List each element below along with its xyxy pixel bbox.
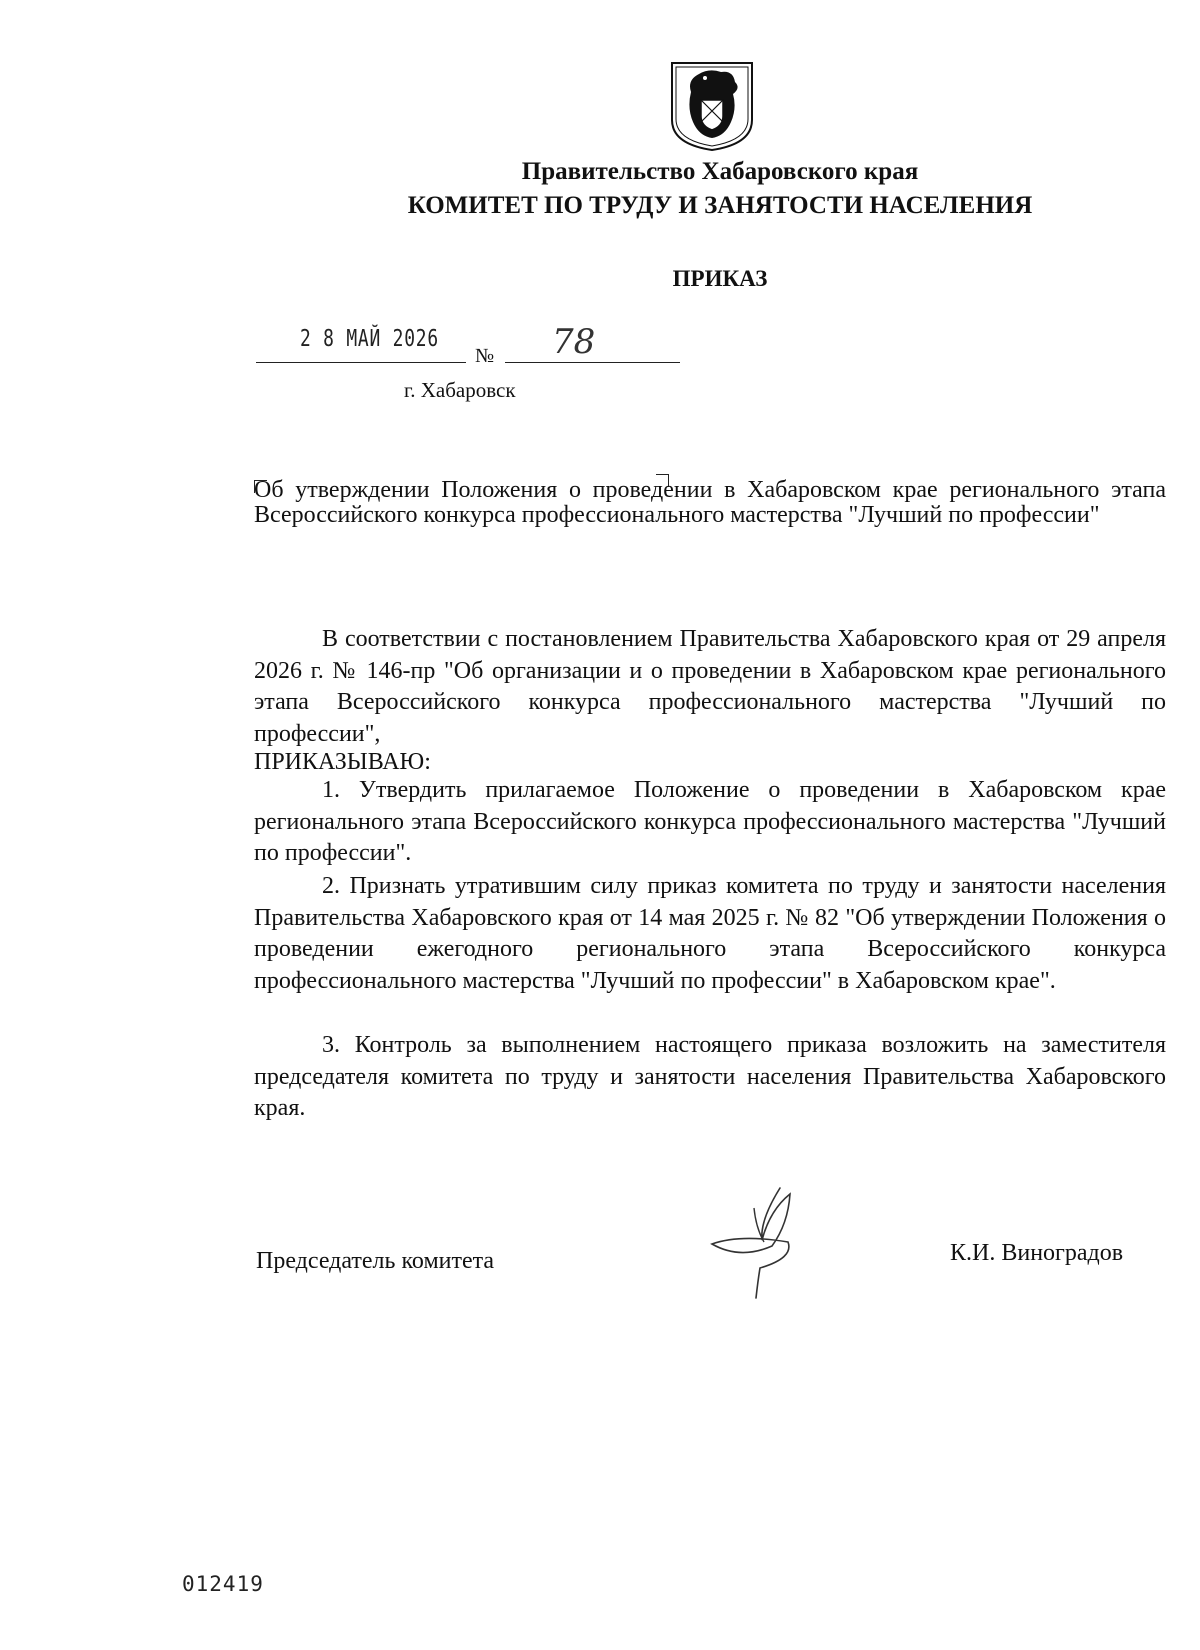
document-type-title: ПРИКАЗ	[672, 266, 768, 291]
order-item-3: 3. Контроль за выполнением настоящего приказа возложить на заместителя председателя комитета по труду и занятости населения Правительства Хабаровского края.	[254, 1032, 1166, 1121]
document-subject: Об утверждении Положения о проведении в Хабаровском крае регионального этапа Всероссийского конкурса профессионального мастерства "Лучший по профессии"	[254, 477, 1166, 528]
signer-name: К.И. Виноградов	[950, 1240, 1124, 1266]
number-underline	[505, 362, 680, 363]
order-item-2: 2. Признать утратившим силу приказ комитета по труду и занятости населения Правительства Хабаровского края от 14 мая 2025 г. № 82 "Об утверждении Положения о проведении ежегодного регионального этапа Всероссийского конкурса профессионального мастерства "Лучший по профессии" в Хабаровском крае".	[254, 873, 1166, 994]
date-stamp: 2 8 МАЙ 2026	[300, 326, 439, 352]
preamble-paragraph: В соответствии с постановлением Правительства Хабаровского края от 29 апреля 2026 г. № 146-пр "Об организации и о проведении в Хабаровском крае регионального этапа Всероссийского конкурса профессионального мастерства "Лучший по профессии",	[254, 626, 1166, 747]
city-label: г. Хабаровск	[404, 378, 516, 402]
date-underline	[256, 362, 466, 363]
order-word: ПРИКАЗЫВАЮ:	[254, 749, 431, 775]
government-title: Правительство Хабаровского края	[521, 158, 919, 185]
signer-title: Председатель комитета	[256, 1248, 495, 1274]
order-item-1: 1. Утвердить прилагаемое Положение о проведении в Хабаровском крае регионального этапа Всероссийского конкурса профессионального мастерства "Лучший по профессии".	[254, 777, 1166, 866]
coat-of-arms-icon	[669, 60, 755, 152]
document-code: 012419	[182, 1572, 264, 1596]
document-number: 78	[552, 322, 596, 362]
signature-icon	[700, 1180, 830, 1300]
committee-title: КОМИТЕТ ПО ТРУДУ И ЗАНЯТОСТИ НАСЕЛЕНИЯ	[407, 192, 1033, 219]
number-sign: №	[475, 345, 495, 367]
